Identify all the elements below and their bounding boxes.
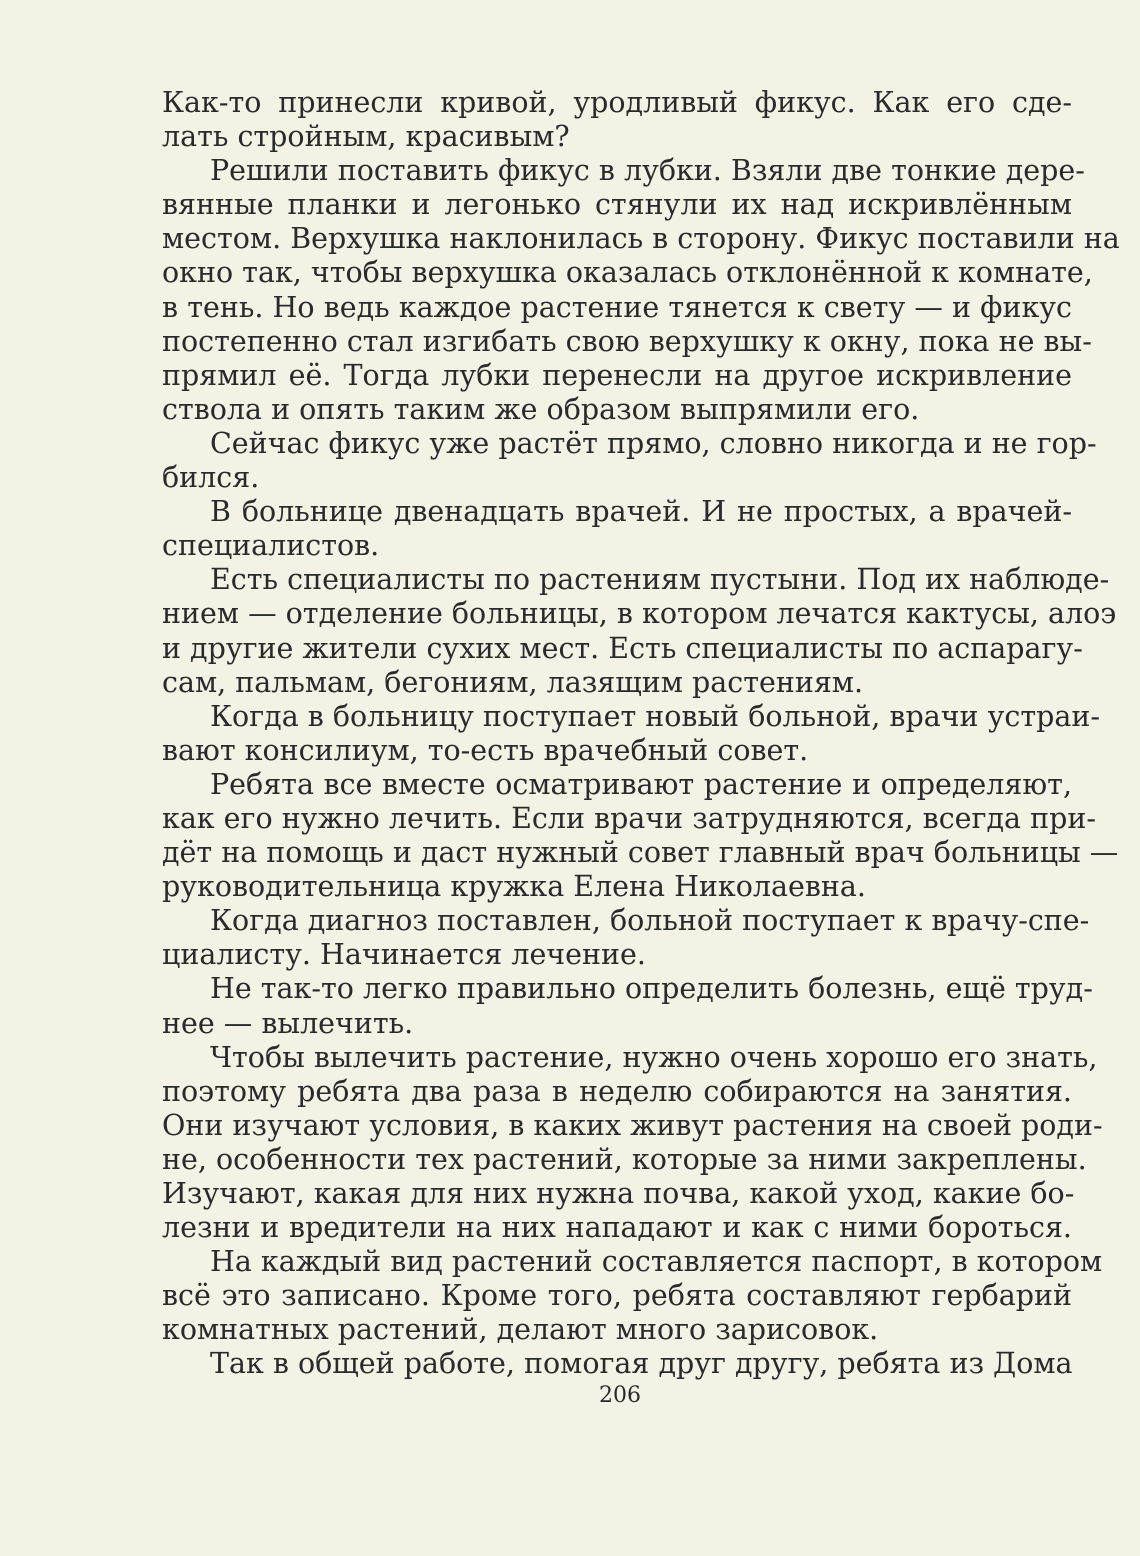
text-line: Когда диагноз поставлен, больной поступает к врачу-спе- <box>210 904 1090 938</box>
text-line: Когда в больницу поступает новый больной, врачи устраи- <box>210 699 1100 733</box>
text-line: комнатных растений, делают много зарисовок. <box>162 1313 879 1347</box>
text-line: прямил её. Тогда лубки перенесли на другое искривление <box>162 358 1072 392</box>
text-line: Как-то принесли кривой, уродливый фикус. Как его сде- <box>162 86 1072 119</box>
text-line: руководительница кружка Елена Николаевна. <box>162 870 866 904</box>
text-line: Сейчас фикус уже растёт прямо, словно никогда и не гор- <box>210 426 1097 460</box>
text-line: всё это записано. Кроме того, ребята составляют гербарий <box>162 1279 1072 1313</box>
text-line: Они изучают условия, в каких живут растения на своей роди- <box>162 1108 1103 1142</box>
text-line: В больнице двенадцать врачей. И не простых, а врачей- <box>210 495 1072 529</box>
text-line: лать стройным, красивым? <box>162 120 570 154</box>
text-line: На каждый вид растений составляется паспорт, в котором <box>210 1245 1103 1279</box>
text-line: окно так, чтобы верхушка оказалась отклонённой к комнате, <box>162 256 1093 290</box>
text-line: дёт на помощь и даст нужный совет главный врач больницы — <box>162 836 1119 870</box>
text-line: вают консилиум, то-есть врачебный совет. <box>162 733 809 767</box>
page-number: 206 <box>599 1383 641 1408</box>
text-line: Ребята все вместе осматривают растение и определяют, <box>210 767 1072 801</box>
text-line: Не так-то легко правильно определить болезнь, ещё труд- <box>210 972 1093 1006</box>
text-line: в тень. Но ведь каждое растение тянется к свету — и фикус <box>162 290 1072 324</box>
text-line: местом. Верхушка наклонилась в сторону. Фикус поставили на <box>162 222 1120 256</box>
body-text <box>162 86 1120 1382</box>
text-line: бился. <box>162 461 260 495</box>
text-line: не, особенности тех растений, которые за ними закреплены. <box>162 1142 1087 1176</box>
text-line: вянные планки и легонько стянули их над искривлённым <box>162 188 1072 222</box>
text-line: Чтобы вылечить растение, нужно очень хорошо его знать, <box>210 1040 1098 1074</box>
text-line: специалистов. <box>162 529 380 563</box>
text-line: циалисту. Начинается лечение. <box>162 938 646 972</box>
text-line: Изучают, какая для них нужна почва, какой уход, какие бо- <box>162 1177 1075 1210</box>
text-line: нием — отделение больницы, в котором лечатся кактусы, алоэ <box>162 597 1117 631</box>
text-line: сам, пальмам, бегониям, лазящим растениям. <box>162 665 864 699</box>
text-line: как его нужно лечить. Если врачи затрудняются, всегда при- <box>162 801 1096 835</box>
text-line: Есть специалисты по растениям пустыни. Под их наблюде- <box>210 563 1110 597</box>
text-line: ствола и опять таким же образом выпрямили его. <box>162 392 920 426</box>
text-line: нее — вылечить. <box>162 1006 414 1040</box>
text-line: поэтому ребята два раза в неделю собираются на занятия. <box>162 1074 1072 1108</box>
text-line: постепенно стал изгибать свою верхушку к окну, пока не вы- <box>162 324 1092 358</box>
text-line: и другие жители сухих мест. Есть специалисты по аспарагу- <box>162 631 1083 665</box>
text-line: Так в общей работе, помогая друг другу, ребята из Дома <box>210 1347 1073 1381</box>
text-line: Решили поставить фикус в лубки. Взяли две тонкие дере- <box>210 154 1085 188</box>
text-line: лезни и вредители на них нападают и как с ними бороться. <box>162 1211 1072 1245</box>
